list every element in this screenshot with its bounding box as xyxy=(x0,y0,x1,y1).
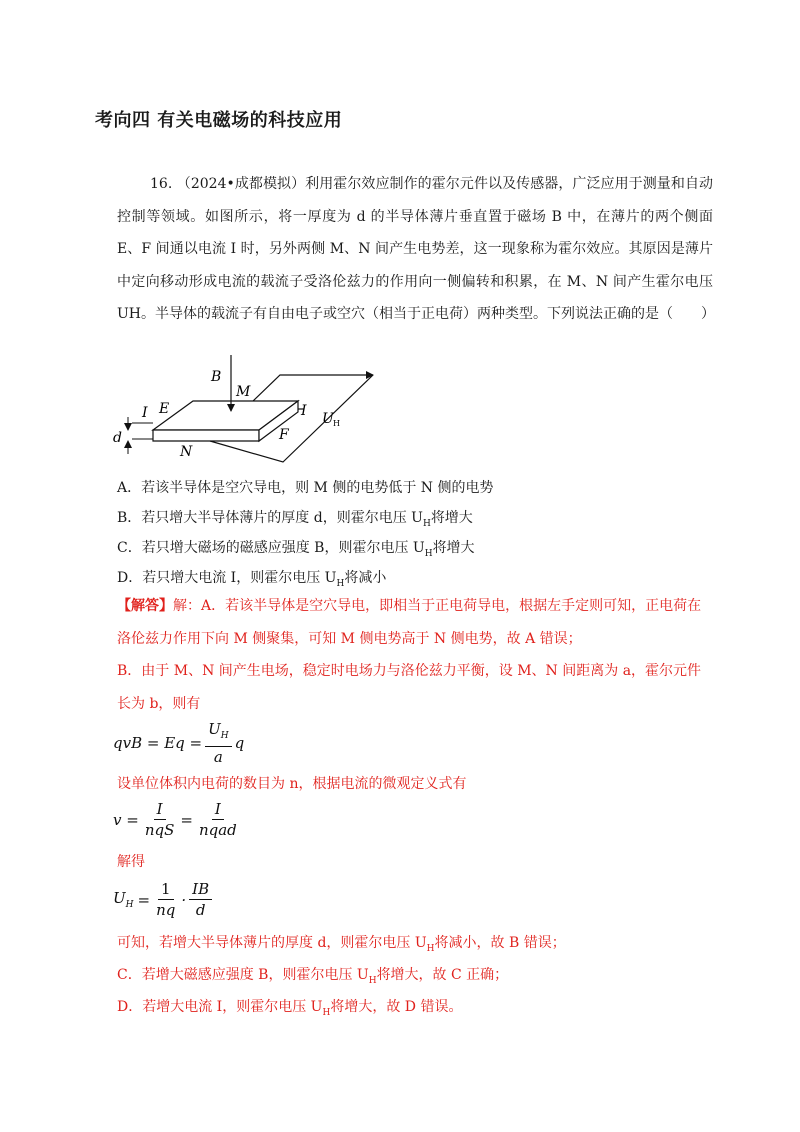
solution-para-B: B．由于 M、N 间产生电场，稳定时电场力与洛伦兹力平衡，设 M、N 间距离为 a，霍尔元件长为 b，则有 xyxy=(117,663,702,712)
label-H-sub: H xyxy=(333,419,340,428)
question-body: （2024•成都模拟）利用霍尔效应制作的霍尔元件以及传感器，广泛应用于测量和自动控制等领域。如图所示，将一厚度为 d 的半导体薄片垂直置于磁场 B 中，在薄片的两个侧面 E、F 间通以电流 I 时，另外两侧 M、N 间产生电势差，这一现象称为霍尔效应。其原因是薄片中定向移动形成电流的载流子受洛伦兹力的作用向一侧偏转和积累，在 M、N 间产生霍尔电压 UH。半导体的载流子有自由电子或空穴（相当于正电荷）两种类型。下列说法正确的是（ ） xyxy=(117,176,716,322)
equation-velocity: v = $\frac{I}{\text{nqS}}$ = $\frac{I}{\text{nqad}}$ xyxy=(113,800,237,839)
solution-tag: 【解答】 xyxy=(117,598,173,614)
equation-hall-voltage: $U_H$ = $\frac{1}{nq}$ · $\frac{IB}{d}$ xyxy=(113,880,215,919)
solution-line-solve: 解得 xyxy=(117,854,145,870)
label-M: M xyxy=(236,384,251,400)
option-A: A．若该半导体是空穴导电，则 M 侧的电势低于 N 侧的电势 xyxy=(117,480,494,496)
solution-line-B: 可知，若增大半导体薄片的厚度 d，则霍尔电压 $U_H$将减小，故 B 错误； xyxy=(117,935,566,954)
hall-effect-diagram xyxy=(108,353,388,468)
label-N: N xyxy=(180,444,193,460)
voltage-wire-top xyxy=(253,375,373,401)
solution-line-D: D．若增大电流 I，则霍尔电压 $U_H$将增大，故 D 错误。 xyxy=(117,999,463,1018)
plate-front-face xyxy=(153,430,259,441)
option-C: C．若只增大磁场的磁感应强度 B，则霍尔电压 $U_H$将增大 xyxy=(117,540,475,559)
label-d: d xyxy=(113,430,122,446)
section-title: 考向四 有关电磁场的科技应用 xyxy=(95,110,343,131)
question-number: 16. xyxy=(150,176,173,192)
label-B: B xyxy=(211,369,222,385)
label-I-right: I xyxy=(301,403,307,419)
solution-line-C: C．若增大磁感应强度 B，则霍尔电压 $U_H$将增大，故 C 正确； xyxy=(117,967,509,986)
solution-para-A: 【解答】解：A．若该半导体是空穴导电，即相当于正电荷导电，根据左手定则可知，正电荷在洛伦兹力作用下向 M 侧聚集，可知 M 侧电势高于 N 侧电势，故 A 错误； xyxy=(117,598,702,647)
label-U: U xyxy=(322,411,334,427)
equation-force-balance: qvB = Eq = $\frac{U_H}{a}$ q xyxy=(113,720,245,766)
label-E: E xyxy=(159,401,170,417)
option-D: D．若只增大电流 I，则霍尔电压 $U_H$将减小 xyxy=(117,570,387,589)
label-I-left: I xyxy=(142,405,148,421)
option-B: B．若只增大半导体薄片的厚度 d，则霍尔电压 $U_H$将增大 xyxy=(117,510,473,529)
question-text xyxy=(117,168,716,331)
label-F: F xyxy=(279,427,289,443)
solution-line-n: 设单位体积内电荷的数目为 n，根据电流的微观定义式有 xyxy=(117,776,467,792)
